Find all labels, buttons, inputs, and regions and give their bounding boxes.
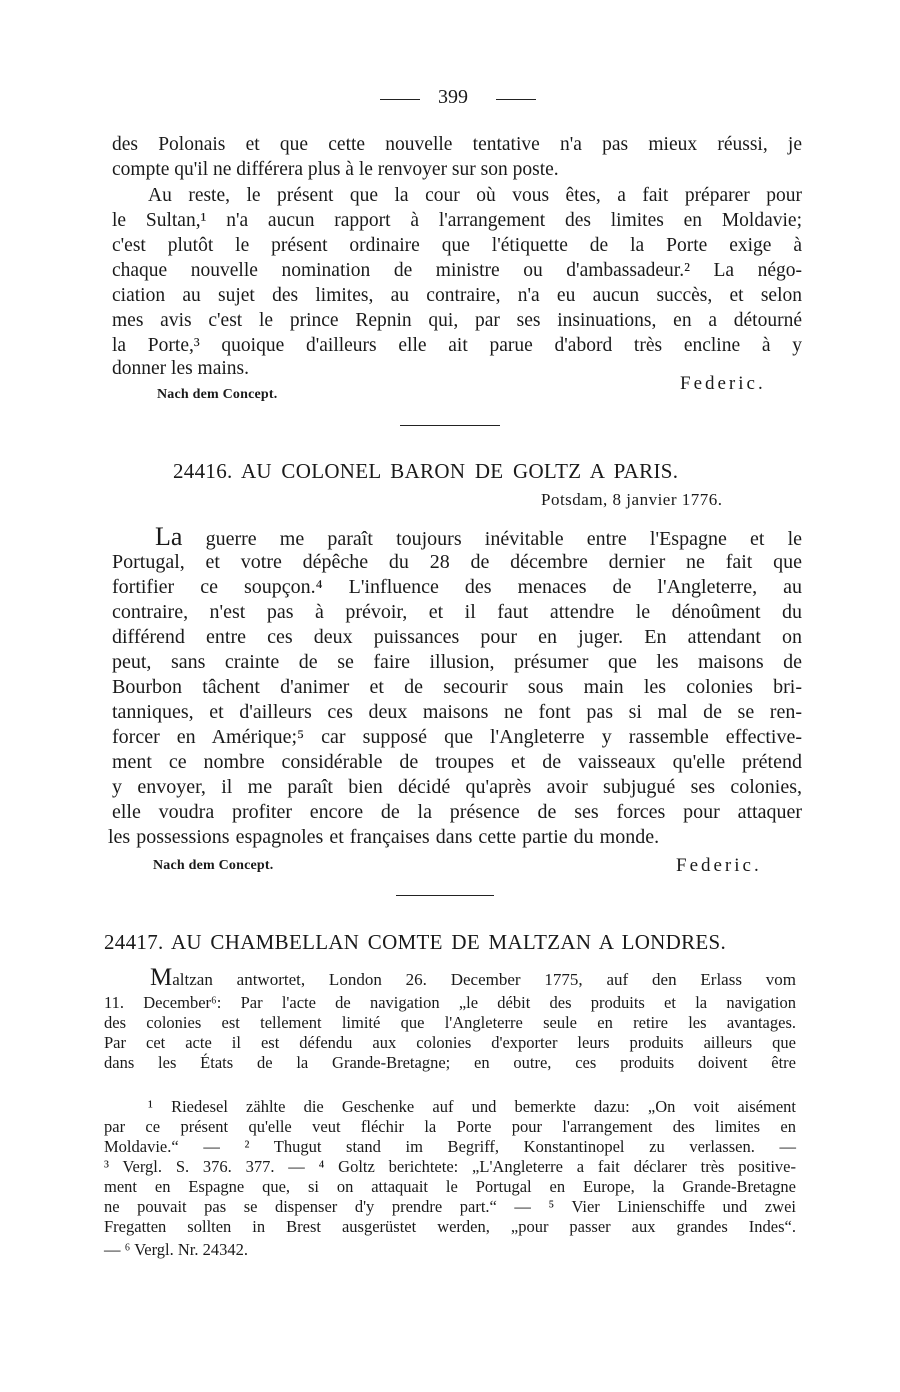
drop-cap: La [155,522,183,551]
dateline: Potsdam, 8 janvier 1776. [541,490,723,509]
text-line: la Porte,³ quoique d'ailleurs elle ait parue d'abord très encline à y [112,335,802,356]
drop-cap: M [150,964,173,991]
text-line: ciation au sujet des limites, au contraire, n'a eu aucun succès, et selon [112,285,802,306]
text-line: elle voudra profiter encore de la présence de ses forces pour attaquer [112,801,802,823]
text-line: Au reste, le présent que la cour où vous êtes, a fait préparer pour [148,185,802,206]
footnote-line: ne pouvait pas se dispenser d'y prendre part.“ — ⁵ Vier Linienschiffe und zwei [104,1197,796,1216]
text-line: fortifier ce soupçon.⁴ L'influence des menaces de l'Angleterre, au [112,576,802,598]
text-line: Portugal, et votre dépêche du 28 de décembre dernier ne fait que [112,551,802,573]
text-line: chaque nouvelle nomination de ministre ou d'ambassadeur.² La négo- [112,260,802,281]
text-line: le Sultan,¹ n'a aucun rapport à l'arrangement des limites en Moldavie; [112,210,802,231]
text-line: y envoyer, il me paraît bien décidé qu'après avoir subjugué ses colonies, [112,776,802,798]
text-line: peut, sans crainte de se faire illusion, présumer que les maisons de [112,651,802,673]
text-line: tanniques, et d'ailleurs ces deux maisons ne font pas si mal de se ren- [112,701,802,723]
footnote-line: — ⁶ Vergl. Nr. 24342. [104,1240,249,1259]
header-rule-left [380,99,420,100]
text-line: Par cet acte il est défendu aux colonies d'exporter leurs produits ailleurs que [104,1033,796,1052]
footnote-line: ¹ Riedesel zählte die Geschenke auf und bemerkte dazu: „On voit aisément [148,1097,796,1116]
text-line: différend entre ces deux puissances pour en juger. En attendant on [112,626,802,648]
letter-heading: 24416. AU COLONEL BARON DE GOLTZ A PARIS. [173,459,679,483]
text-line: compte qu'il ne différera plus à le renvoyer sur son poste. [112,159,559,180]
footnote-line: ment en Espagne que, si on attaquait le Portugal en Europe, la Grande-Bretagne [104,1177,796,1196]
text-line-first [155,524,802,552]
text-line: guerre me paraît toujours inévitable entre l'Espagne et le [205,528,803,550]
footnote-line: par ce présent qu'elle veut fléchir la Porte pour l'arrangement des limites en [104,1117,796,1136]
text-line: Bourbon tâchent d'animer et de secourir sous main les colonies bri- [112,676,802,698]
source-note: Nach dem Concept. [153,858,274,873]
letter-heading: 24417. AU CHAMBELLAN COMTE DE MALTZAN A LONDRES. [104,930,727,954]
signature: Federic. [676,855,762,876]
signature: Federic. [680,373,766,394]
text-line: les possessions espagnoles et françaises dans cette partie du monde. [108,826,660,848]
section-divider [400,425,500,426]
text-line: des colonies est tellement limité que l'Angleterre seule en retire les avantages. [104,1013,796,1032]
footnote-line: ³ Vergl. S. 376. 377. — ⁴ Goltz berichtete: „L'Angleterre a fait déclarer très positive- [104,1157,796,1176]
text-line: dans les États de la Grande-Bretagne; en outre, ces produits doivent être [104,1053,796,1072]
header-rule-right [496,99,536,100]
text-line: des Polonais et que cette nouvelle tentative n'a pas mieux réussi, je [112,134,802,155]
section-divider [396,895,494,896]
source-note: Nach dem Concept. [157,387,278,402]
text-line: forcer en Amérique;⁵ car supposé que l'Angleterre y rassemble effective- [112,726,802,748]
text-line: c'est plutôt le présent ordinaire que l'étiquette de la Porte exige à [112,235,802,256]
footnote-line: Fregatten sollten in Brest ausgerüstet werden, „pour passer aux grandes Indes“. [104,1217,796,1236]
text-line-first [150,964,796,991]
text-line: mes avis c'est le prince Repnin qui, par ses insinuations, en a détourné [112,310,802,331]
text-line: ment ce nombre considérable de troupes et de vaisseaux qu'elle prétend [112,751,802,773]
page-number: 399 [438,86,468,108]
footnote-line: Moldavie.“ — ² Thugut stand im Begriff, Konstantinopel zu verlassen. — [104,1137,796,1156]
text-line: 11. December⁶: Par l'acte de navigation „le débit des produits et la navigation [104,993,796,1012]
text-line: donner les mains. [112,358,250,379]
text-line: altzan antwortet, London 26. December 1775, auf den Erlass vom [172,970,796,989]
text-line: contraire, n'est pas à prévoir, et il faut attendre le dénoûment du [112,601,802,623]
